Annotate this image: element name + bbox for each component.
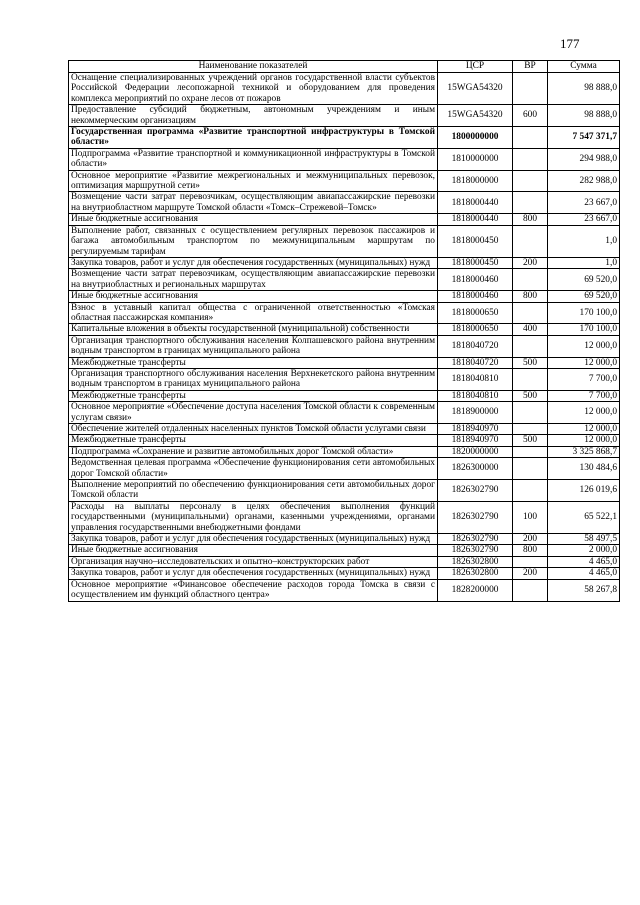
row-code: 15WGA54320 xyxy=(438,105,513,127)
row-name: Межбюджетные трансферты xyxy=(69,435,438,446)
row-vr: 200 xyxy=(513,534,548,545)
row-name: Межбюджетные трансферты xyxy=(69,390,438,401)
row-code: 1818940970 xyxy=(438,424,513,435)
row-code: 1826302790 xyxy=(438,545,513,556)
row-sum: 65 522,1 xyxy=(548,501,620,533)
row-vr: 200 xyxy=(513,568,548,579)
row-name: Обеспечение жителей отдаленных населенных пунктов Томской области услугами связи xyxy=(69,424,438,435)
row-code: 1818000440 xyxy=(438,214,513,225)
row-name: Возмещение части затрат перевозчикам, осуществляющим авиапассажирские перевозки на внутриобластных и региональных маршрутах xyxy=(69,269,438,291)
row-name: Иные бюджетные ассигнования xyxy=(69,214,438,225)
row-sum: 1,0 xyxy=(548,257,620,268)
row-sum: 12 000,0 xyxy=(548,402,620,424)
table-row xyxy=(69,269,620,291)
row-vr xyxy=(513,480,548,502)
table-row xyxy=(69,214,620,225)
row-sum: 58 267,8 xyxy=(548,579,620,601)
row-vr: 400 xyxy=(513,324,548,335)
row-name: Возмещение части затрат перевозчикам, осуществляющим авиапассажирские перевозки на внутриобластном маршруте Томской области «Томск–Стрежевой–Томск» xyxy=(69,192,438,214)
row-name: Закупка товаров, работ и услуг для обеспечения государственных (муниципальных) нужд xyxy=(69,257,438,268)
row-code: 1800000000 xyxy=(438,127,513,149)
row-sum: 23 667,0 xyxy=(548,192,620,214)
row-code: 1818000000 xyxy=(438,170,513,192)
row-vr: 200 xyxy=(513,257,548,268)
row-code: 1818940970 xyxy=(438,435,513,446)
row-name: Основное мероприятие «Обеспечение доступа населения Томской области к современным услугам связи» xyxy=(69,402,438,424)
header-code: ЦСР xyxy=(438,61,513,73)
row-sum: 1,0 xyxy=(548,225,620,257)
row-code: 1818000460 xyxy=(438,291,513,302)
table-row xyxy=(69,335,620,357)
row-vr xyxy=(513,458,548,480)
row-name: Выполнение работ, связанных с осуществлением регулярных перевозок пассажиров и багажа автомобильным транспортом по межмуниципальным маршрутам по регулируемым тарифам xyxy=(69,225,438,257)
table-row xyxy=(69,402,620,424)
row-vr xyxy=(513,148,548,170)
row-sum: 4 465,0 xyxy=(548,568,620,579)
row-code: 1810000000 xyxy=(438,148,513,170)
row-sum: 23 667,0 xyxy=(548,214,620,225)
row-sum: 170 100,0 xyxy=(548,302,620,324)
row-name: Межбюджетные трансферты xyxy=(69,357,438,368)
row-vr xyxy=(513,368,548,390)
table-row xyxy=(69,105,620,127)
row-code: 1826302790 xyxy=(438,480,513,502)
table-row xyxy=(69,435,620,446)
table-row xyxy=(69,424,620,435)
row-code: 1818000650 xyxy=(438,324,513,335)
row-name: Государственная программа «Развитие транспортной инфраструктуры в Томской области» xyxy=(69,127,438,149)
table-row xyxy=(69,568,620,579)
row-vr xyxy=(513,192,548,214)
row-code: 1820000000 xyxy=(438,446,513,457)
row-vr: 100 xyxy=(513,501,548,533)
table-row xyxy=(69,556,620,567)
table-row xyxy=(69,357,620,368)
table-row xyxy=(69,148,620,170)
row-sum: 2 000,0 xyxy=(548,545,620,556)
row-name: Подпрограмма «Развитие транспортной и коммуникационной инфраструктуры в Томской области» xyxy=(69,148,438,170)
row-sum: 126 019,6 xyxy=(548,480,620,502)
row-vr xyxy=(513,424,548,435)
table-row xyxy=(69,368,620,390)
row-sum: 69 520,0 xyxy=(548,291,620,302)
row-sum: 130 484,6 xyxy=(548,458,620,480)
row-sum: 282 988,0 xyxy=(548,170,620,192)
row-sum: 7 700,0 xyxy=(548,368,620,390)
table-row xyxy=(69,192,620,214)
row-vr xyxy=(513,556,548,567)
row-vr xyxy=(513,402,548,424)
row-vr: 500 xyxy=(513,357,548,368)
table-row xyxy=(69,257,620,268)
row-sum: 170 100,0 xyxy=(548,324,620,335)
row-sum: 98 888,0 xyxy=(548,73,620,105)
table-row xyxy=(69,458,620,480)
row-name: Организация транспортного обслуживания населения Верхнекетского района внутренним водным транспортом в границах муниципального района xyxy=(69,368,438,390)
table-row xyxy=(69,324,620,335)
row-sum: 3 325 868,7 xyxy=(548,446,620,457)
row-sum: 12 000,0 xyxy=(548,435,620,446)
header-sum: Сумма xyxy=(548,61,620,73)
row-code: 1818040810 xyxy=(438,368,513,390)
row-code: 1826302790 xyxy=(438,501,513,533)
table-row xyxy=(69,73,620,105)
row-name: Иные бюджетные ассигнования xyxy=(69,291,438,302)
row-name: Оснащение специализированных учреждений органов государственной власти субъектов Российской Федерации лесопожарной техникой и оборудованием для проведения комплекса мероприятий по охране лесов от пожаров xyxy=(69,73,438,105)
row-vr xyxy=(513,335,548,357)
row-name: Подпрограмма «Сохранение и развитие автомобильных дорог Томской области» xyxy=(69,446,438,457)
row-vr xyxy=(513,579,548,601)
row-vr xyxy=(513,73,548,105)
row-vr xyxy=(513,446,548,457)
row-sum: 4 465,0 xyxy=(548,556,620,567)
row-sum: 12 000,0 xyxy=(548,357,620,368)
row-vr: 800 xyxy=(513,291,548,302)
row-code: 1818000440 xyxy=(438,192,513,214)
table-row xyxy=(69,291,620,302)
row-name: Предоставление субсидий бюджетным, автономным учреждениям и иным некоммерческим организациям xyxy=(69,105,438,127)
row-sum: 7 547 371,7 xyxy=(548,127,620,149)
page-number: 177 xyxy=(560,36,580,51)
row-sum: 12 000,0 xyxy=(548,335,620,357)
row-vr xyxy=(513,302,548,324)
row-code: 1818000650 xyxy=(438,302,513,324)
row-name: Иные бюджетные ассигнования xyxy=(69,545,438,556)
table-row xyxy=(69,480,620,502)
row-code: 1818040720 xyxy=(438,335,513,357)
row-sum: 294 988,0 xyxy=(548,148,620,170)
row-code: 1826302800 xyxy=(438,556,513,567)
row-code: 1826302790 xyxy=(438,534,513,545)
row-name: Выполнение мероприятий по обеспечению функционирования сети автомобильных дорог Томской области xyxy=(69,480,438,502)
row-code: 1818040720 xyxy=(438,357,513,368)
row-sum: 58 497,5 xyxy=(548,534,620,545)
row-vr: 800 xyxy=(513,545,548,556)
row-name: Ведомственная целевая программа «Обеспечение функционирования сети автомобильных дорог Томской области» xyxy=(69,458,438,480)
table-row xyxy=(69,446,620,457)
table-row xyxy=(69,501,620,533)
row-vr: 800 xyxy=(513,214,548,225)
row-vr xyxy=(513,225,548,257)
table-row xyxy=(69,170,620,192)
row-vr xyxy=(513,170,548,192)
table-row xyxy=(69,127,620,149)
row-code: 1818900000 xyxy=(438,402,513,424)
row-code: 1826302800 xyxy=(438,568,513,579)
row-code: 1828200000 xyxy=(438,579,513,601)
row-code: 1826300000 xyxy=(438,458,513,480)
budget-table xyxy=(68,60,620,602)
row-sum: 98 888,0 xyxy=(548,105,620,127)
row-vr xyxy=(513,269,548,291)
table-row xyxy=(69,579,620,601)
row-sum: 69 520,0 xyxy=(548,269,620,291)
table-row xyxy=(69,545,620,556)
table-header-row xyxy=(69,61,620,73)
row-code: 1818040810 xyxy=(438,390,513,401)
row-name: Закупка товаров, работ и услуг для обеспечения государственных (муниципальных) нужд xyxy=(69,568,438,579)
row-name: Организация транспортного обслуживания населения Колпашевского района внутренним водным транспортом в границах муниципального района xyxy=(69,335,438,357)
row-code: 15WGA54320 xyxy=(438,73,513,105)
row-name: Капитальные вложения в объекты государственной (муниципальной) собственности xyxy=(69,324,438,335)
row-name: Основное мероприятие «Финансовое обеспечение расходов города Томска в связи с осуществлением им функций областного центра» xyxy=(69,579,438,601)
row-vr: 500 xyxy=(513,390,548,401)
row-code: 1818000450 xyxy=(438,257,513,268)
header-vr: ВР xyxy=(513,61,548,73)
row-name: Основное мероприятие «Развитие межрегиональных и межмуниципальных перевозок, оптимизация маршрутной сети» xyxy=(69,170,438,192)
table-row xyxy=(69,390,620,401)
row-vr xyxy=(513,127,548,149)
row-name: Взнос в уставный капитал общества с ограниченной ответственностью «Томская областная пассажирская компания» xyxy=(69,302,438,324)
row-name: Расходы на выплаты персоналу в целях обеспечения выполнения функций государственными (муниципальными) органами, казенными учреждениями, органами управления государственными внебюджетными фондами xyxy=(69,501,438,533)
table-row xyxy=(69,302,620,324)
row-sum: 7 700,0 xyxy=(548,390,620,401)
row-vr: 500 xyxy=(513,435,548,446)
header-name: Наименование показателей xyxy=(69,61,438,73)
row-sum: 12 000,0 xyxy=(548,424,620,435)
table-row xyxy=(69,225,620,257)
row-vr: 600 xyxy=(513,105,548,127)
row-name: Закупка товаров, работ и услуг для обеспечения государственных (муниципальных) нужд xyxy=(69,534,438,545)
row-name: Организация научно–исследовательских и опытно–конструкторских работ xyxy=(69,556,438,567)
table-row xyxy=(69,534,620,545)
row-code: 1818000460 xyxy=(438,269,513,291)
row-code: 1818000450 xyxy=(438,225,513,257)
